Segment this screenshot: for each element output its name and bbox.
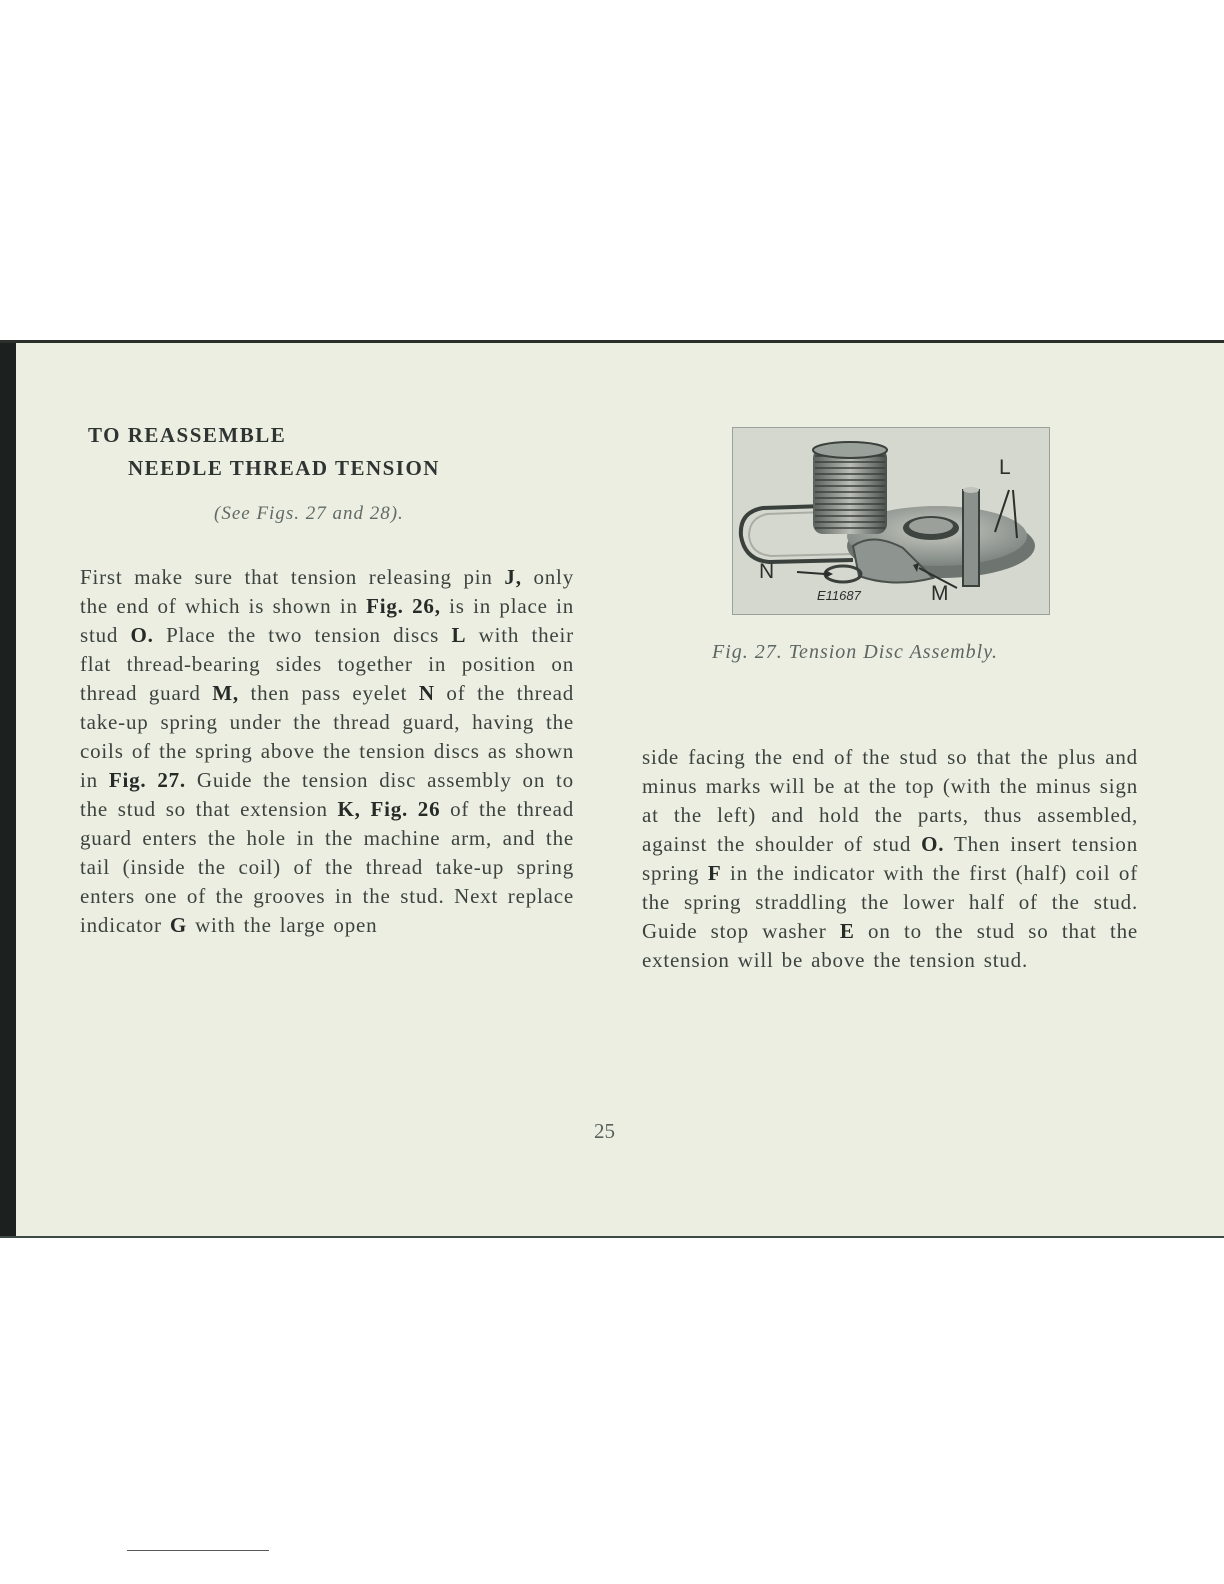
figure-caption: Fig. 27. Tension Disc Assembly. (712, 641, 999, 663)
text-run: is in place in stud (80, 594, 574, 647)
text-run: of the thread guard enters the hole in the machine arm, and the tail (inside the coil) of the thread take-up spring enters one of the grooves in the stud. Next replace indicator (80, 797, 574, 937)
right-column-text (642, 743, 1138, 975)
heading-line-2: NEEDLE THREAD TENSION (128, 456, 440, 480)
section-heading (88, 419, 440, 485)
bold-ref: O. (130, 623, 154, 647)
bold-ref: N (418, 681, 435, 705)
text-run: on to the stud so that the extension will be above the tension stud. (642, 919, 1138, 972)
text-run: Place the two tension discs (153, 623, 452, 647)
heading-line-1: TO REASSEMBLE (88, 423, 287, 447)
bold-ref: G (169, 913, 188, 937)
bold-ref: F (707, 861, 722, 885)
bold-ref: M, (212, 681, 239, 705)
text-run: of the thread take-up spring under the thread guard, having the coils of the spring above the tension discs as shown in (80, 681, 575, 792)
text-run: only the end of which is shown in (80, 565, 574, 618)
bold-ref: K, Fig. 26 (337, 797, 441, 821)
figure-reference: (See Figs. 27 and 28). (214, 503, 404, 524)
book-page (0, 340, 1224, 1238)
text-run: then pass eyelet (238, 681, 419, 705)
bold-ref: O. (921, 832, 945, 856)
text-run: Then insert tension spring (642, 832, 1138, 885)
footnote-rule (127, 1550, 269, 1551)
bold-ref: J, (504, 565, 522, 589)
label-l: L (999, 456, 1011, 479)
text-run: with their flat thread-bearing sides together in position on thread guard (80, 623, 574, 705)
left-column-text (80, 563, 574, 940)
figure-code: E11687 (817, 588, 861, 603)
bold-ref: L (451, 623, 467, 647)
text-run: side facing the end of the stud so that the plus and minus marks will be at the top (with the minus sign at the left) and hold the parts, thus assembled, against the shoulder of stud (642, 745, 1138, 856)
bold-ref: Fig. 27. (108, 768, 186, 792)
text-run: First make sure that tension releasing pin (80, 565, 505, 589)
tension-disc-figure (732, 427, 1050, 615)
label-m: M (931, 582, 949, 605)
bold-ref: E (839, 919, 855, 943)
bold-ref: Fig. 26, (366, 594, 441, 618)
text-run: in the indicator with the first (half) coil of the spring straddling the lower half of the stud. Guide stop washer (642, 861, 1138, 943)
page-edge-shadow (0, 343, 16, 1236)
text-run: with the large open (187, 913, 378, 937)
page-number: 25 (594, 1119, 615, 1143)
text-run: Guide the tension disc assembly on to the stud so that extension (80, 768, 574, 821)
label-n: N (759, 560, 775, 583)
